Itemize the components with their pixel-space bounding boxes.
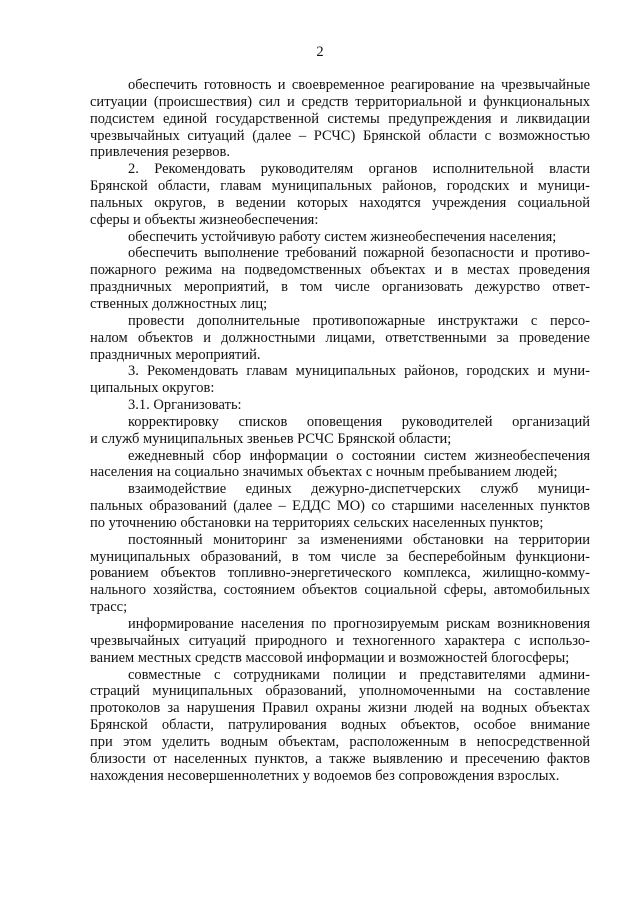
text-line: при этом уделить водным объектам, расположенным в непосредственной	[90, 733, 590, 750]
paragraph	[90, 363, 590, 397]
text-line: взаимодействие единых дежурно-диспетчерских служб муници-	[128, 481, 590, 498]
text-line: страций муниципальных образований, уполномоченными на составление	[90, 683, 590, 700]
text-line: чрезвычайных ситуаций (далее – РСЧС) Брянской области с возможностью	[90, 127, 590, 144]
paragraph	[90, 397, 590, 414]
paragraph	[90, 481, 590, 532]
text-line: налом объектов и должностными лицами, ответственными за проведение	[90, 329, 590, 346]
paragraph	[90, 616, 590, 667]
text-line: обеспечить готовность и своевременное реагирование на чрезвычайные	[128, 77, 590, 93]
text-line: сферы и объекты жизнеобеспечения:	[90, 211, 319, 228]
paragraph	[90, 532, 590, 616]
text-line: праздничных мероприятий, в том числе организовать дежурство ответ-	[90, 279, 590, 296]
text-line: протоколов за нарушения Правил охраны жизни людей на водных объектах	[90, 700, 590, 717]
text-line: и служб муниципальных звеньев РСЧС Брянской области;	[90, 430, 452, 447]
text-line: праздничных мероприятий.	[90, 346, 261, 363]
paragraph	[90, 313, 590, 364]
paragraph	[90, 229, 590, 246]
text-line: населения на социально значимых объектах с ночным пребыванием людей;	[90, 464, 558, 481]
paragraph	[90, 161, 590, 228]
text-line: ственных должностных лиц;	[90, 295, 268, 312]
text-line: рованием объектов топливно-энергетического комплекса, жилищно-комму-	[90, 565, 590, 582]
text-line: близости от населенных пунктов, а также выявлению и пресечению фактов	[90, 750, 590, 767]
text-line: корректировку списков оповещения руководителей организаций	[128, 413, 590, 430]
text-line: 2. Рекомендовать руководителям органов исполнительной власти	[128, 161, 590, 178]
text-line: по уточнению обстановки на территориях сельских населенных пунктов;	[90, 514, 544, 531]
text-line: подсистем единой государственной системы предупреждения и ликвидации	[90, 110, 590, 127]
paragraph	[90, 77, 590, 161]
text-line: пальных округов, в ведении которых находятся учреждения социальной	[90, 194, 590, 211]
text-line: нахождения несовершеннолетних у водоемов без сопровождения взрослых.	[90, 767, 560, 784]
text-line: 3. Рекомендовать главам муниципальных районов, городских и муни-	[128, 363, 590, 380]
text-line: Брянской области, патрулирования водных объектов, особое внимание	[90, 717, 590, 734]
text-line: провести дополнительные противопожарные инструктажи с персо-	[128, 312, 590, 329]
text-line: ситуации (происшествия) сил и средств территориальной и функциональных	[90, 93, 590, 110]
text-line: информирование населения по прогнозируемым рискам возникновения	[128, 616, 590, 632]
paragraph	[90, 414, 590, 448]
text-line: постоянный мониторинг за изменениями обстановки на территории	[128, 531, 590, 548]
text-line: чрезвычайных ситуаций природного и техногенного характера с использо-	[90, 632, 590, 649]
text-line: нального хозяйства, состоянием объектов социальной сферы, автомобильных	[90, 582, 590, 599]
text-line: обеспечить выполнение требований пожарной безопасности и противо-	[128, 245, 590, 262]
paragraph	[90, 667, 590, 785]
text-line: трасс;	[90, 599, 128, 616]
paragraph	[90, 245, 590, 312]
document-body	[90, 77, 590, 784]
text-line: обеспечить устойчивую работу систем жизнеобеспечения населения;	[128, 228, 557, 245]
text-line: ципальных округов:	[90, 380, 215, 397]
text-line: 3.1. Организовать:	[128, 397, 242, 414]
text-line: совместные с сотрудниками полиции и представителями админи-	[128, 666, 590, 683]
text-line: привлечения резервов.	[90, 144, 231, 161]
page-number: 2	[316, 44, 324, 60]
paragraph	[90, 448, 590, 482]
text-line: пальных образований (далее – ЕДДС МО) со старшими населенных пунктов	[90, 498, 590, 515]
text-line: муниципальных образований, в том числе за бесперебойным функциони-	[90, 548, 590, 565]
text-line: пожарного режима на подведомственных объектах и в местах проведения	[90, 262, 590, 279]
text-line: ванием местных средств массовой информации и возможностей блогосферы;	[90, 649, 570, 666]
text-line: ежедневный сбор информации о состоянии систем жизнеобеспечения	[128, 447, 590, 464]
text-line: Брянской области, главам муниципальных районов, городских и муници-	[90, 178, 590, 195]
